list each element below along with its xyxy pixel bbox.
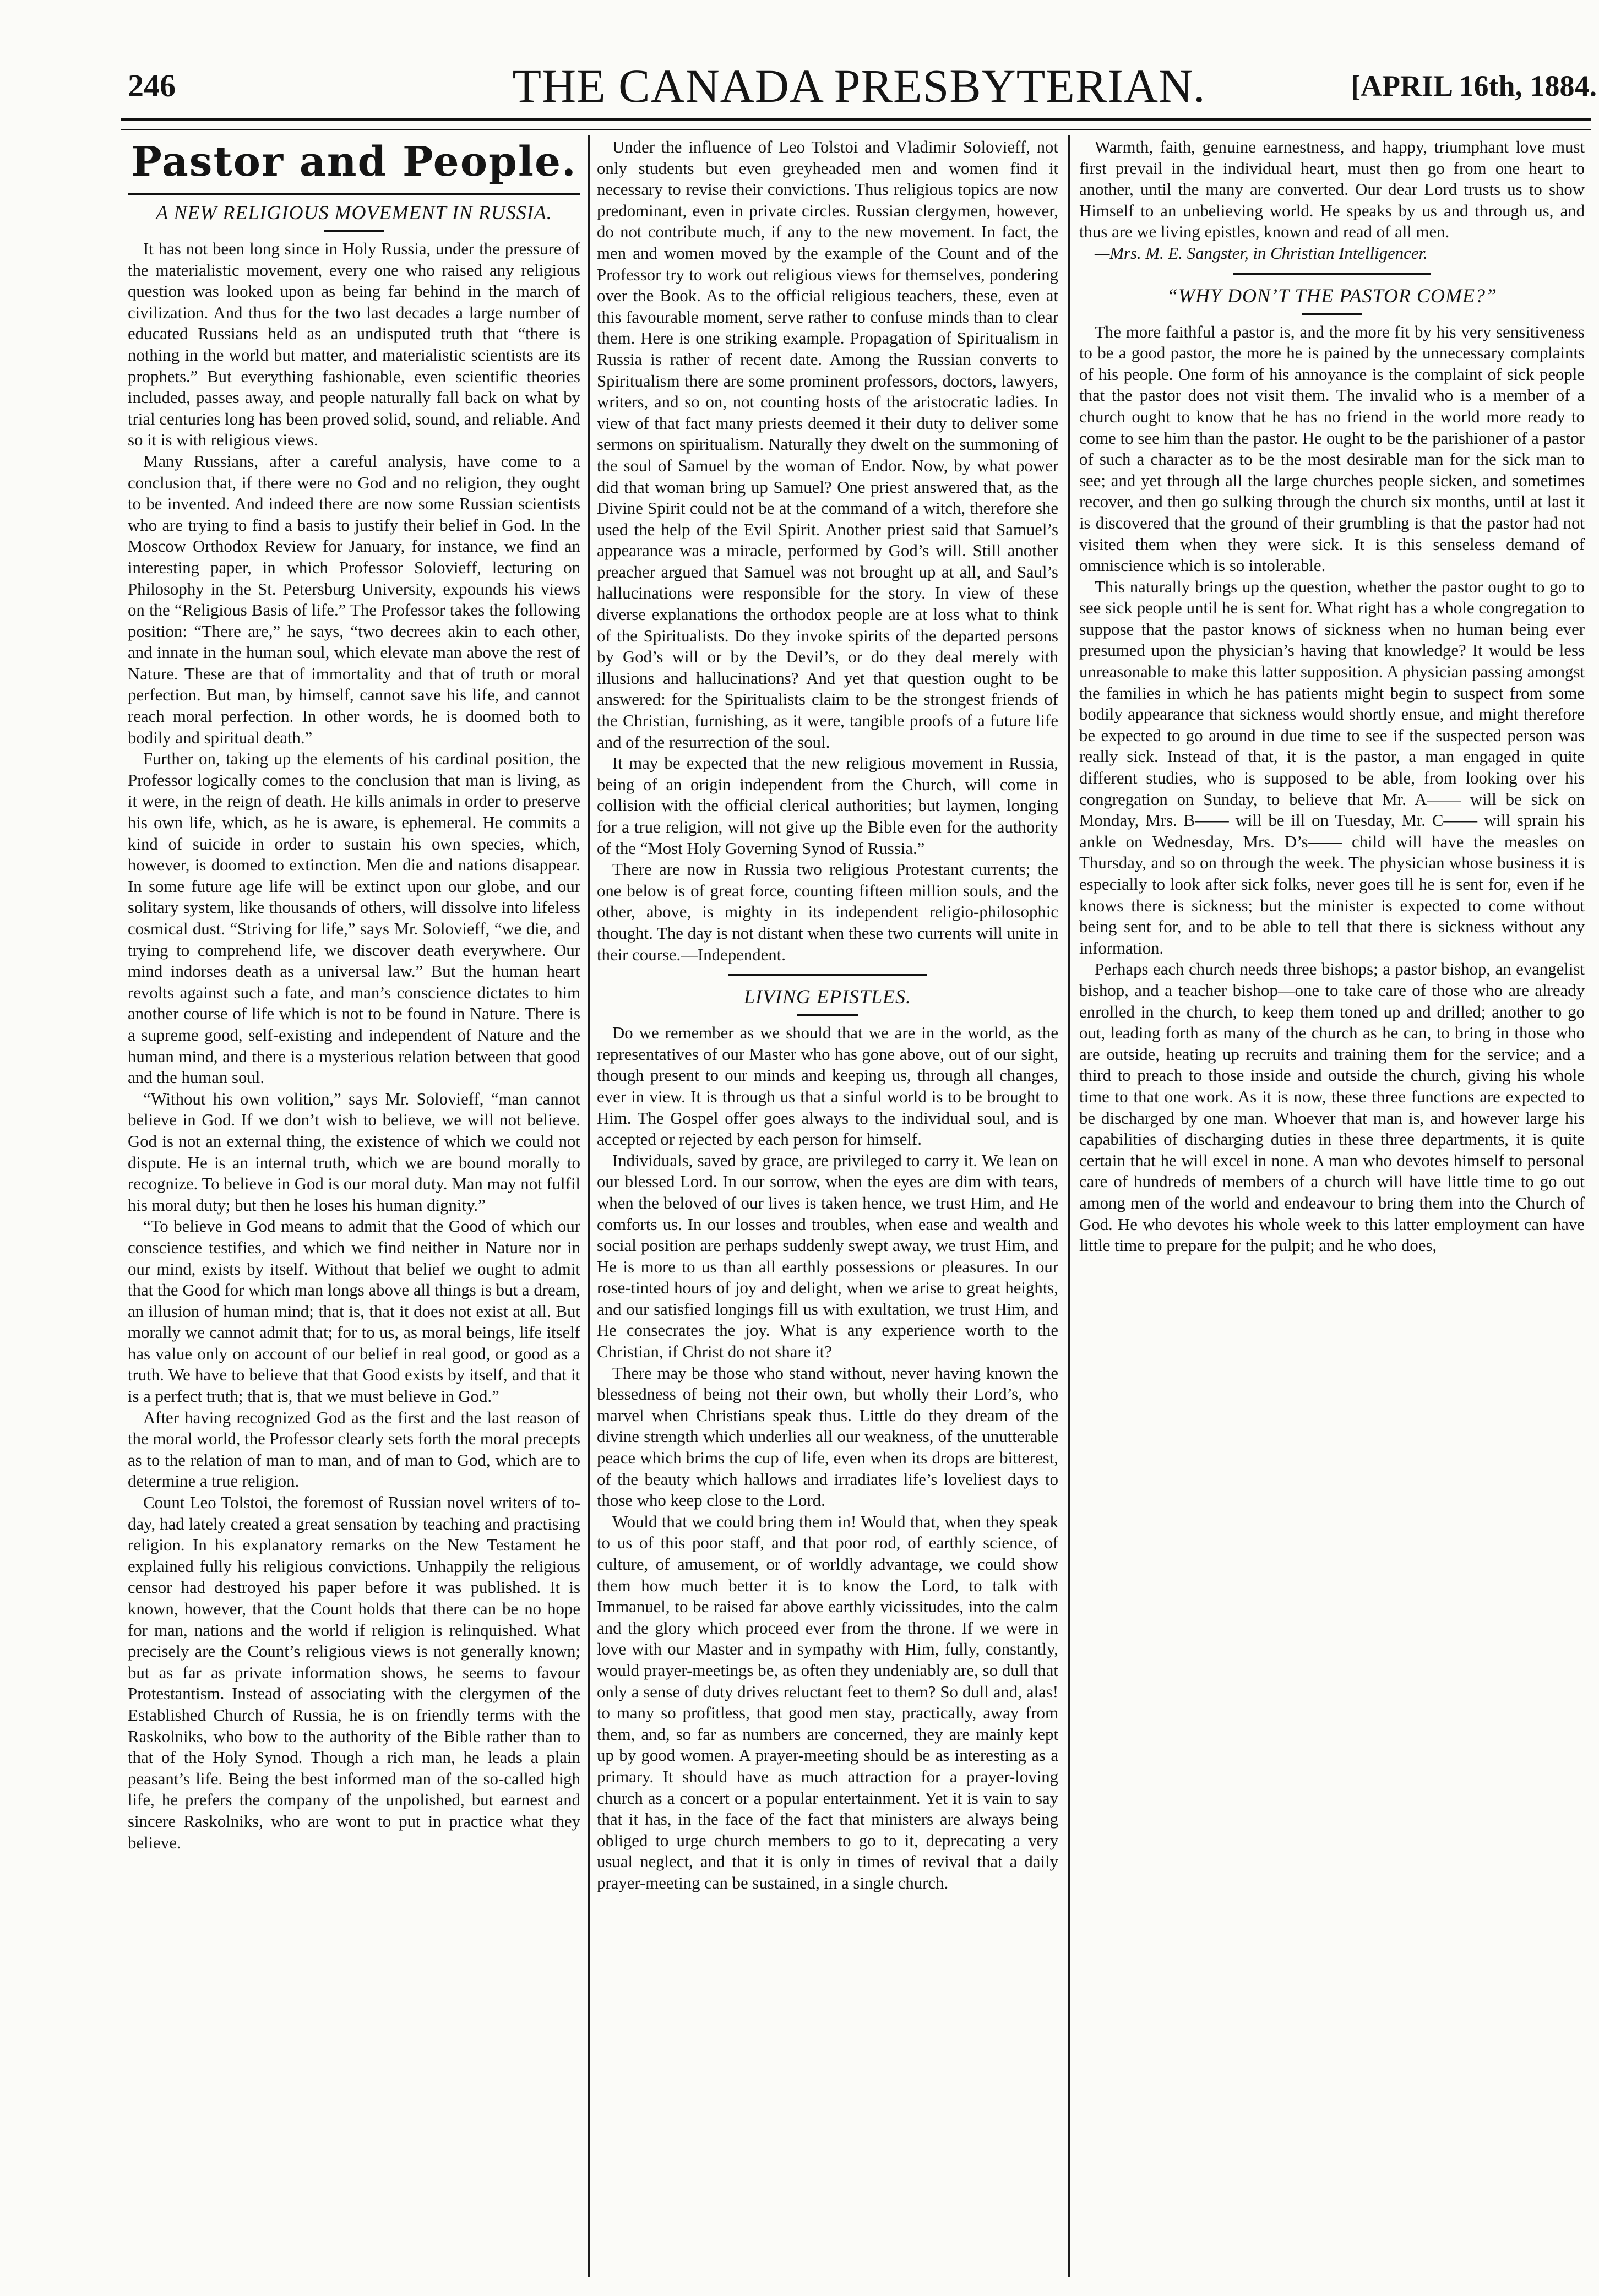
article-title-russia: A NEW RELIGIOUS MOVEMENT IN RUSSIA.	[156, 202, 552, 224]
article-paragraph: The more faithful a pastor is, and the more fit by his very sensitiveness to be a good pastor, the more he is pained by the unnecessary complaints of his people. One form of his annoyance is the complaint of sick people that the pastor does not visit them. The invalid who is a member of a church ought to know that he has no friend in the world more ready to come to see him than the pastor. He ought to be the parishioner of a pastor of such a character as to be the most desirable man for the sick man to see; and yet through all the large churches people sicken, and sometimes recover, and then go sulking through the church six months, until at last it is discovered that the ground of their grumbling is that the pastor had not visited them when they were sick. It is this senseless demand of omniscience which is so intolerable.	[1079, 322, 1585, 575]
article-paragraph: Perhaps each church needs three bishops; a pastor bishop, an evangelist bishop, and a teacher bishop—one to take care of those who are already enrolled in the church, to keep them toned up and drilled; another to go out, leading forth as many of the church as he can, to bring in those who are outside, heating up recruits and training them for the service; and a third to preach to those inside and outside the church, giving his whole time to that one work. As it is now, these three functions are expected to be discharged by one man. Whoever that man is, and however large his capabilities of discharging duties in these three departments, it is quite certain that he will excel in none. A man who devotes himself to personal care of hundreds of members of a church will have little time to go out among men of the world and endeavour to bring them into the Church of God. He who devotes his whole week to this latter employment can have little time to prepare for the pulpit; and he who does,	[1079, 960, 1585, 1255]
page-number: 246	[128, 68, 176, 104]
article-paragraph: There may be those who stand without, never having known the blessedness of being not their own, but wholly their Lord’s, who marvel when Christians speak thus. Little do they dream of the divine strength which underlies all our weakness, of the unutterable peace which brims the cup of life, even when its drops are bitterest, of the beauty which hallows and irradiates life’s loveliest days to those who keep close to the Lord.	[597, 1363, 1058, 1510]
article-paragraph: There are now in Russia two religious Protestant currents; the one below is of great force, counting fifteen million souls, and the other, above, is mighty in its independent religio-philosophic thought. The day is not distant when these two currents will unite in their course.—Independent.	[597, 860, 1058, 964]
title-rule	[1302, 313, 1362, 315]
section-divider	[1233, 273, 1431, 275]
title-rule	[324, 230, 384, 232]
title-rule	[797, 1014, 858, 1016]
article-paragraph: Do we remember as we should that we are in the world, as the representatives of our Master who has gone above, out of our sight, though present to our minds and keeping us, through all changes, ever in view. It is through us that a sinful world is to be brought to Him. The Gospel offer goes always to the individual soul, and is accepted or rejected by each person for himself.	[597, 1024, 1058, 1149]
column-2	[597, 137, 1058, 2273]
column-divider-2	[1068, 135, 1070, 2277]
column-1	[128, 137, 580, 2273]
issue-date: [APRIL 16th, 1884.	[1350, 69, 1597, 102]
article-byline: —Mrs. M. E. Sangster, in Christian Intelligencer.	[1095, 243, 1428, 263]
article-paragraph: Would that we could bring them in! Would that, when they speak to us of this poor staff, and that poor rod, of earthly science, of culture, of amusement, or of worldly advantage, we could show them how much better it is to know the Lord, to talk with Immanuel, to be raised far above earthly vicissitudes, into the calm and the glory which proceed ever from the throne. If we were in love with our Master and in sympathy with Him, fully, constantly, would prayer-meetings be, as often they undeniably are, so dull that only a sense of duty drives reluctant feet to them? So dull and, alas! to many so profitless, that good men stay, practically, away from them, and, so far as numbers are concerned, they are mainly kept up by good women. A prayer-meeting should be as interesting as a primary. It should have as much attraction for a prayer-loving church as a concert or a popular entertainment. Yet it is vain to say that it has, in the face of the fact that ministers are always being obliged to urge church members to go to it, deprecating a very usual neglect, and that it is only in times of revival that a daily prayer-meeting can be sustained, in a single church.	[597, 1512, 1058, 1892]
article-paragraph: Many Russians, after a careful analysis, have come to a conclusion that, if there were no God and no religion, they ought to be invented. And indeed there are now some Russian scientists who are trying to find a basis to justify their belief in God. In the Moscow Orthodox Review for January, for instance, we find an interesting paper, in which Professor Solovieff, lecturing on Philosophy in the St. Petersburg University, expounds his views on the “Religious Basis of life.” The Professor takes the following position: “There are,” he says, “two decrees akin to each other, and innate in the human soul, which elevate man above the rest of Nature. These are that of immortality and that of truth or moral perfection. But man, by himself, cannot save his life, and cannot reach moral perfection. In other words, he is doomed both to bodily and spiritual death.”	[128, 451, 580, 747]
section-heading: Pastor and People.	[128, 137, 580, 195]
article-paragraph: Count Leo Tolstoi, the foremost of Russian novel writers of to-day, had lately created a great sensation by teaching and practising religion. In his explanatory remarks on the New Testament he explained fully his religious convictions. Unhappily the religious censor had destroyed his paper before it was published. It is known, however, that the Count holds that there can be no hope for man, nations and the world if religion is relinquished. What precisely are the Count’s religious views is not generally known; but as far as private information shows, he seems to favour Protestantism. Instead of associating with the clergymen of the Established Church of Russia, he is on friendly terms with the Raskolniks, who bow to the authority of the Bible rather than to that of the Holy Synod. Though a rich man, he leads a plain peasant’s life. Being the best informed man of the so-called high life, he prefers the company of the unpolished, but earnest and sincere Raskolniks, who are wont to put in practice what they believe.	[128, 1493, 580, 1852]
column-3	[1079, 137, 1585, 2273]
article-paragraph: Further on, taking up the elements of his cardinal position, the Professor logically comes to the conclusion that man is living, as it were, in the reign of death. He kills animals in order to preserve his own life, which, as he is aware, is ephemeral. He commits a kind of suicide in order to sustain his own species, which, however, is doomed to extinction. Men die and nations disappear. In some future age life will be extinct upon our globe, and our solitary system, like thousands of others, will dissolve into lifeless cosmical dust. “Striving for life,” says Mr. Solovieff, “we die, and trying to comprehend life, we discover death everywhere. Our mind indorses death as a universal law.” But the human heart revolts against such a fate, and man’s conscience dictates to him another course of life which is not to be found in Nature. There is a supreme good, self-existing and independent of Nature and the human mind, and there is a mysterious relation between that good and the human soul.	[128, 749, 580, 1087]
article-title-living-epistles: LIVING EPISTLES.	[744, 986, 911, 1008]
article-paragraph: After having recognized God as the first and the last reason of the moral world, the Professor clearly sets forth the moral precepts as to the relation of man to man, and of man to God, which are to determine a true religion.	[128, 1408, 580, 1491]
article-paragraph: Under the influence of Leo Tolstoi and Vladimir Solovieff, not only students but even greyheaded men and women find it necessary to revise their convictions. Thus religious topics are now predominant, even in private circles. Russian clergymen, however, do not contribute much, if any to the new movement. In fact, the men and women moved by the example of the Count and of the Professor try to work out religious views for themselves, pondering over the Book. As to the official religious teachers, these, even at this favourable moment, serve rather to confuse minds than to clear them. Here is one striking example. Propagation of Spiritualism in Russia is rather of recent date. Among the Russian converts to Spiritualism there are some prominent professors, doctors, lawyers, writers, and so on, not counting hosts of the aristocratic ladies. In view of that fact many priests deemed it their duty to deliver some sermons on spiritualism. Naturally they dwelt on the summoning of the soul of Samuel by the woman of Endor. Now, by what power did that woman bring up Samuel? One priest answered that, as the Divine Spirit could not be at the command of a witch, therefore she used the help of the Evil Spirit. Another priest said that Samuel’s appearance was a miracle, performed by God’s will. Still another preacher argued that Samuel was not brought up at all, and Saul’s hallucinations were responsible for the story. In view of these diverse explanations the orthodox people are at loss what to think of the Spiritualists. Do they invoke spirits of the departed persons by God’s will or by the Devil’s, or do they deal merely with illusions and hallucinations? And yet that question ought to be answered: for the Spiritualists claim to be the strongest friends of the Christian, furnishing, as it were, tangible proofs of a future life and of the resurrection of the soul.	[597, 138, 1058, 752]
article-title-pastor: “WHY DON’T THE PASTOR COME?”	[1166, 284, 1498, 307]
article-paragraph: “To believe in God means to admit that the Good of which our conscience testifies, and which we find neither in Nature nor in our mind, exists by itself. Without that belief we ought to admit that the Good for which man longs above all things is but a dream, an illusion of human mind; that is, that it does not exist at all. But morally we cannot admit that; for to us, as moral beings, life itself has value only on account of our belief in real good, or good as a truth. We have to believe that that Good exists by itself, and that it is a perfect truth; that is, that we must believe in God.”	[128, 1217, 580, 1406]
article-paragraph: Warmth, faith, genuine earnestness, and happy, triumphant love must first prevail in the individual heart, must then go from one heart to another, until the many are converted. Our dear Lord trusts us to show Himself to an unbelieving world. He speaks by us and through us, and thus are we living epistles, known and read of all men.	[1079, 138, 1585, 242]
masthead	[121, 57, 1597, 115]
column-divider-1	[588, 135, 590, 2277]
article-paragraph: “Without his own volition,” says Mr. Solovieff, “man cannot believe in God. If we don’t wish to believe, we will not believe. God is not an external thing, the existence of which we could not dispute. He is an internal truth, which we are bound morally to recognize. To believe in God is our moral duty. Man may not fulfil his moral duty; but then he loses his human dignity.”	[128, 1089, 580, 1215]
article-paragraph: This naturally brings up the question, whether the pastor ought to go to see sick people until he is sent for. What right has a whole congregation to suppose that the pastor knows of sickness when no human being ever presumed upon the physician’s having that knowledge? It would be less unreasonable to make this latter supposition. A physician passing amongst the families in which he has patients might begin to suspect from some bodily appearance that sickness would shortly ensue, and might therefore be expected to go around in due time to see if the suspected person was really sick. Instead of that, it is the pastor, a man engaged in quite different studies, who is supposed to be able, from looking over his congregation on Sunday, to believe that Mr. A—— will be sick on Monday, Mrs. B—— will be ill on Tuesday, Mr. C—— will sprain his ankle on Wednesday, Mrs. D’s—— child will have the measles on Thursday, and so on through the week. The physician whose business it is especially to look after sick folks, never goes till he is sent for, even if he knows there is sickness; but the minister is expected to come without being sent for, and to be able to tell that there is sickness without any information.	[1079, 577, 1585, 957]
article-paragraph: Individuals, saved by grace, are privileged to carry it. We lean on our blessed Lord. In our sorrow, when the eyes are dim with tears, when the beloved of our lives is taken hence, we trust Him, and He comforts us. In our losses and troubles, when ease and wealth and social position are perhaps suddenly swept away, we trust Him, and He is more to us than all earthly possessions or pleasures. In our rose-tinted hours of joy and delight, when we arise to great heights, and our satisfied longings fill us with exultation, we trust Him, and He consecrates the joy. What is any experience worth to the Christian, if Christ do not share it?	[597, 1151, 1058, 1362]
section-divider	[728, 974, 927, 976]
masthead-rule	[121, 118, 1591, 130]
publication-title: THE CANADA PRESBYTERIAN.	[512, 59, 1206, 112]
article-paragraph: It has not been long since in Holy Russia, under the pressure of the materialistic movement, every one who raised any religious question was looked upon as being far behind in the march of civilization. And thus for the two last decades a large number of educated Russians held as an undisputed truth that “there is nothing in the world but matter, and materialistic scientists are its prophets.” But everything fashionable, even scientific theories included, passes away, and people naturally fall back on what by trial centuries long has been proved solid, sound, and reliable. And so it is with religious views.	[128, 240, 580, 450]
article-paragraph: It may be expected that the new religious movement in Russia, being of an origin independent from the Church, will come in collision with the official clerical authorities; but laymen, longing for a true religion, will not give up the Bible even for the authority of the “Most Holy Governing Synod of Russia.”	[597, 754, 1058, 858]
